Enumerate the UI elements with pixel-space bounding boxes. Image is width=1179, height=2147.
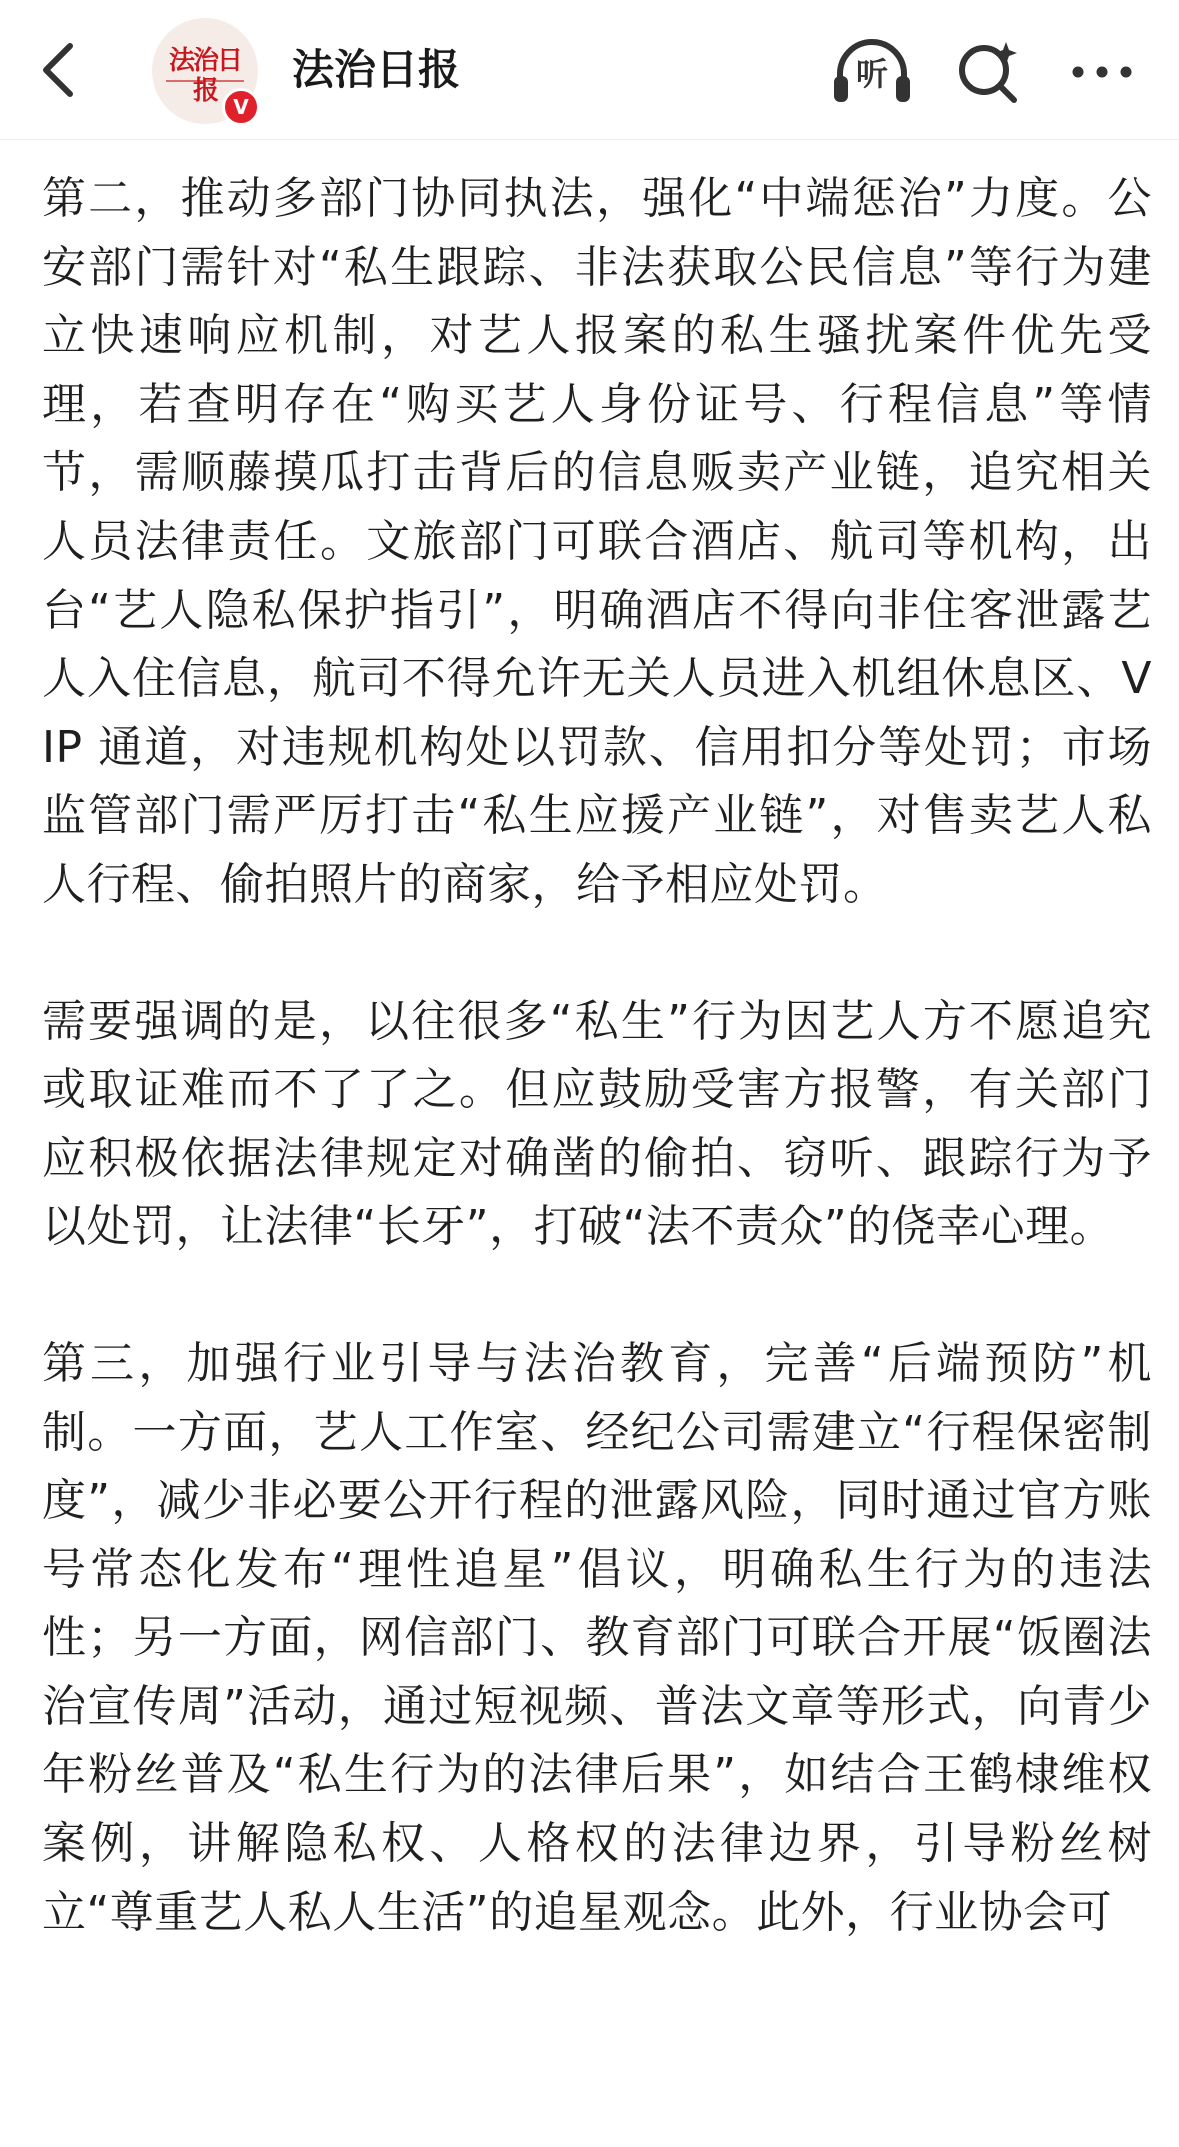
top-bar: [0, 0, 1179, 140]
verified-badge-label: V: [233, 95, 249, 119]
avatar-logo-rule: [166, 80, 244, 90]
listen-button[interactable]: [830, 34, 914, 110]
article-body: [42, 165, 1152, 2015]
verified-badge: [222, 88, 260, 126]
back-button[interactable]: [30, 36, 86, 104]
account-avatar[interactable]: [152, 18, 258, 124]
listen-label: 听: [855, 55, 888, 93]
search-button[interactable]: [952, 34, 1024, 110]
article-paragraph: 第二，推动多部门协同执法，强化“中端惩治”力度。公安部门需针对“私生跟踪、非法获取公民信息”等行为建立快速响应机制，对艺人报案的私生骚扰案件优先受理，若查明存在“购买艺人身份证号、行程信息”等情节，需顺藤摸瓜打击背后的信息贩卖产业链，追究相关人员法律责任。文旅部门可联合酒店、航司等机构，出台“艺人隐私保护指引”，明确酒店不得向非住客泄露艺人入住信息，航司不得允许无关人员进入机组休息区、VIP 通道，对违规机构处以罚款、信用扣分等处罚；市场监管部门需严厉打击“私生应援产业链”，对售卖艺人私人行程、偷拍照片的商家，给予相应处罚。: [42, 173, 1152, 910]
article-paragraph: 需要强调的是，以往很多“私生”行为因艺人方不愿追究或取证难而不了了之。但应鼓励受害方报警，有关部门应积极依据法律规定对确凿的偷拍、窃听、跟踪行为予以处罚，让法律“长牙”，打破“法不责众”的侥幸心理。: [42, 995, 1152, 1253]
account-name[interactable]: 法治日报: [292, 45, 461, 94]
search-icon: [952, 34, 1024, 110]
more-icon: [1066, 34, 1138, 110]
avatar-logo-text: 法治日报: [168, 46, 241, 106]
more-button[interactable]: [1066, 34, 1138, 110]
back-arrow-icon: [40, 42, 76, 98]
article-paragraph: 第三，加强行业引导与法治教育，完善“后端预防”机制。一方面，艺人工作室、经纪公司需建立“行程保密制度”，减少非必要公开行程的泄露风险，同时通过官方账号常态化发布“理性追星”倡议，明确私生行为的违法性；另一方面，网信部门、教育部门可联合开展“饭圈法治宣传周”活动，通过短视频、普法文章等形式，向青少年粉丝普及“私生行为的法律后果”，如结合王鹤棣维权案例，讲解隐私权、人格权的法律边界，引导粉丝树立“尊重艺人私人生活”的追星观念。此外，行业协会可: [42, 1337, 1152, 1938]
